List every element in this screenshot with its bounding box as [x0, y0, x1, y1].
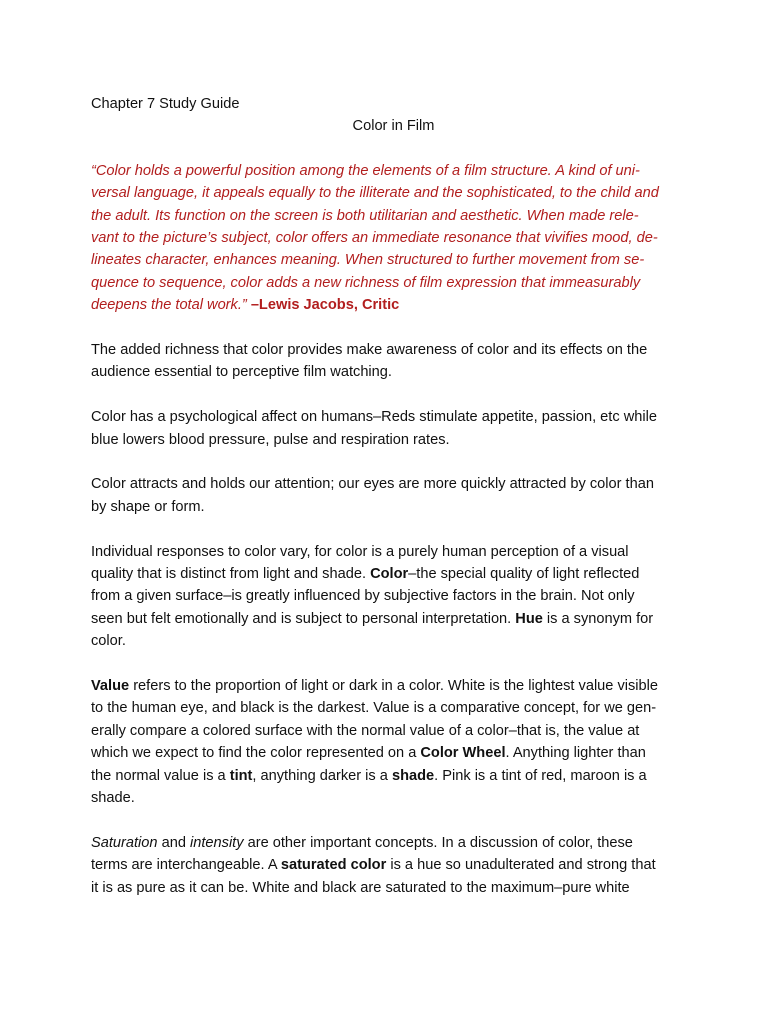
paragraph-value: [91, 675, 676, 809]
paragraph-line: [91, 563, 676, 585]
term-intensity: intensity: [190, 834, 244, 851]
text-run: . Pink is a tint of red, maroon is a: [434, 767, 647, 784]
text-run: seen but felt emotionally and is subject to personal interpretation.: [91, 610, 516, 627]
text-run: is a synonym for: [542, 610, 654, 627]
text-run: terms are interchangeable. A: [91, 857, 281, 874]
quote-line: “Color holds a powerful position among the elements of a film structure. A kind of uni-: [91, 162, 640, 179]
quote-line: versal language, it appeals equally to the illiterate and the sophisticated, to the child and: [91, 185, 659, 202]
document-page: [91, 93, 676, 899]
quote-line: quence to sequence, color adds a new richness of film expression that immeasurably: [91, 274, 641, 291]
paragraph-line: Color attracts and holds our attention; our eyes are more quickly attracted by color than: [91, 476, 654, 493]
term-value: Value: [91, 678, 130, 695]
text-run: which we expect to find the color represented on a: [91, 745, 421, 762]
paragraph-perception: [91, 541, 676, 653]
paragraph-line: Individual responses to color vary, for color is a purely human perception of a visual: [91, 543, 629, 560]
paragraph-line: [91, 608, 676, 630]
paragraph-line: [91, 854, 676, 876]
paragraph-line: shade.: [91, 790, 135, 807]
text-run: refers to the proportion of light or dark in a color. White is the lightest value visible: [129, 678, 659, 695]
paragraph-line: from a given surface–is greatly influenced by subjective factors in the brain. Not only: [91, 588, 635, 605]
term-saturation: Saturation: [91, 834, 158, 851]
text-run: quality that is distinct from light and shade.: [91, 566, 371, 583]
paragraph-line: erally compare a colored surface with the normal value of a color–that is, the value at: [91, 722, 640, 739]
paragraph-line: color.: [91, 633, 126, 650]
epigraph-quote: [91, 160, 676, 317]
quote-line-last: [91, 294, 676, 316]
quote-line: lineates character, enhances meaning. When structured to further movement from se-: [91, 252, 645, 269]
term-hue: Hue: [515, 610, 543, 627]
term-color-wheel: Color Wheel: [420, 745, 506, 762]
paragraph-line: Color has a psychological affect on humans–Reds stimulate appetite, passion, etc while: [91, 409, 657, 426]
text-run: and: [157, 834, 190, 851]
paragraph-line: [91, 765, 676, 787]
paragraph-line: it is as pure as it can be. White and black are saturated to the maximum–pure white: [91, 879, 630, 896]
term-shade: shade: [391, 767, 435, 784]
quote-line: vant to the picture’s subject, color offers an immediate resonance that vivifies mood, de-: [91, 230, 658, 247]
quote-end: deepens the total work.”: [91, 297, 247, 314]
text-run: are other important concepts. In a discussion of color, these: [243, 834, 633, 851]
quote-attribution: –Lewis Jacobs, Critic: [246, 297, 400, 314]
paragraph-line: audience essential to perceptive film watching.: [91, 364, 392, 381]
document-title: Color in Film: [352, 118, 435, 135]
paragraph-saturation: [91, 832, 676, 899]
paragraph-attention: [91, 473, 676, 518]
paragraph-line: [91, 832, 676, 854]
paragraph-line: The added richness that color provides make awareness of color and its effects on the: [91, 342, 648, 359]
term-saturated-color: saturated color: [280, 857, 387, 874]
quote-line: the adult. Its function on the screen is both utilitarian and aesthetic. When made rele-: [91, 207, 639, 224]
paragraph-line: by shape or form.: [91, 498, 205, 515]
chapter-heading: Chapter 7 Study Guide: [91, 96, 240, 112]
paragraph-line: [91, 742, 676, 764]
paragraph-psychology: [91, 406, 676, 451]
text-run: –the special quality of light reflected: [408, 566, 640, 583]
paragraph-line: [91, 675, 676, 697]
text-run: is a hue so unadulterated and strong that: [386, 857, 656, 874]
paragraph-line: to the human eye, and black is the darkest. Value is a comparative concept, for we gen-: [91, 700, 657, 717]
term-tint: tint: [229, 767, 253, 784]
term-color: Color: [370, 566, 409, 583]
paragraph-line: blue lowers blood pressure, pulse and respiration rates.: [91, 431, 450, 448]
text-run: the normal value is a: [91, 767, 230, 784]
text-run: , anything darker is a: [252, 767, 392, 784]
text-run: . Anything lighter than: [505, 745, 646, 762]
paragraph-richness: [91, 339, 676, 384]
